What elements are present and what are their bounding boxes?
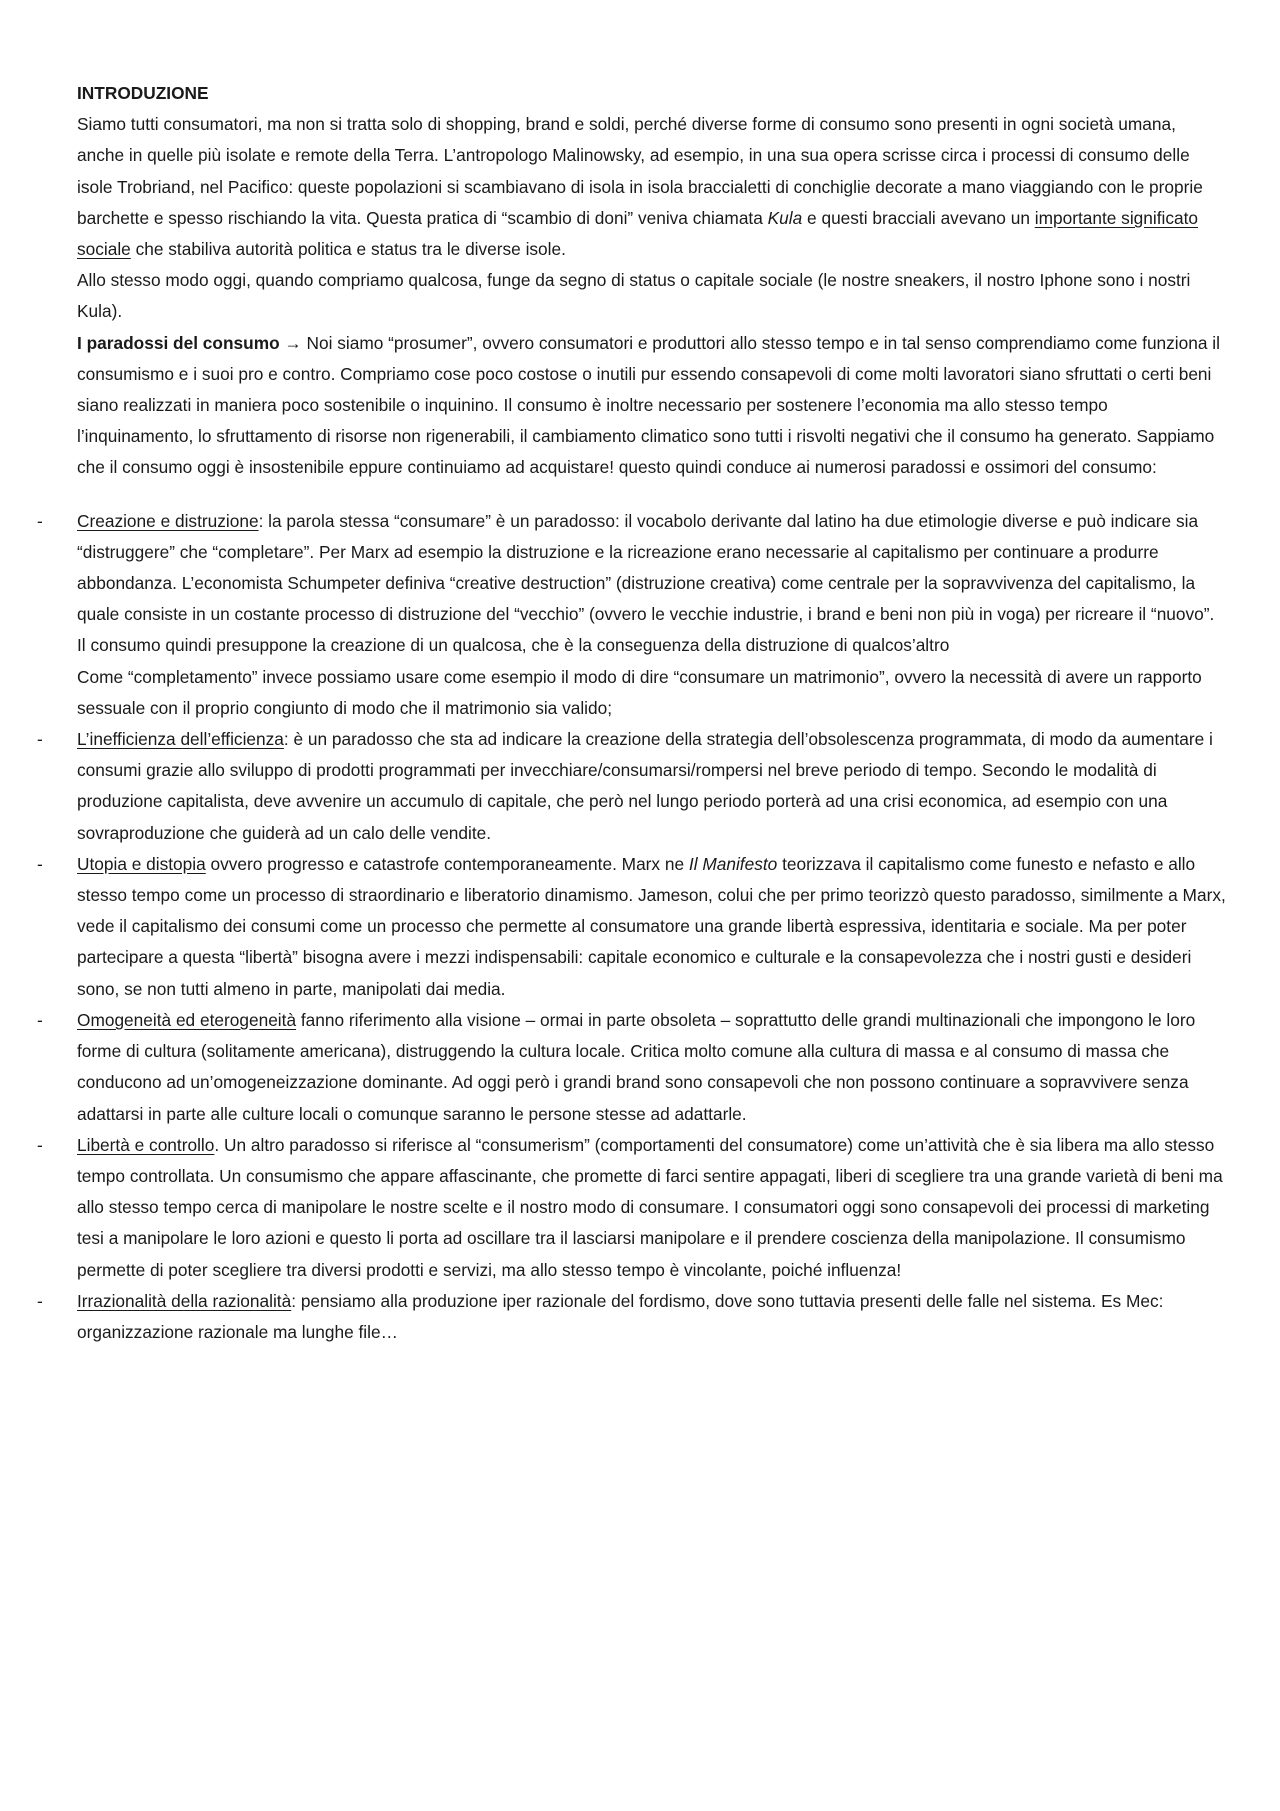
bullet-marker: - — [37, 1009, 43, 1030]
arrow-icon: → — [279, 332, 307, 353]
list-item-heading: Utopia e distopia — [77, 853, 206, 874]
section-title: INTRODUZIONE — [77, 83, 209, 103]
list-item: - Omogeneità ed eterogeneità fanno riferimento alla visione – ormai in parte obsoleta – soprattutto delle grandi multinazionali che impongono le loro forme di cultura (solitamente americana), distruggendo la cultura locale. Critica molto comune alla cultura di massa e al consumo di massa che conducono ad un’omogeneizzazione dominante. Ad oggi però i grandi brand sono consapevoli che non possono continuare a sopravvivere senza adattarsi in parte alle culture locali o comunque saranno le persone stesse ad adattarle. — [77, 1005, 1227, 1130]
document-body — [37, 78, 1227, 1348]
kula-term: Kula — [767, 207, 803, 228]
list-item-continuation: Come “completamento” invece possiamo usare come esempio il modo di dire “consumare un matrimonio”, ovvero la necessità di avere un rapporto sessuale con il proprio congiunto di modo che il matrimonio sia valido; — [77, 666, 1202, 718]
bullet-marker: - — [37, 729, 43, 750]
intro-paragraph-1: Siamo tutti consumatori, ma non si tratta solo di shopping, brand e soldi, perché diverse forme di consumo sono presenti in ogni società umana, anche in quelle più isolate e remote della Terra. L’antropologo Malinowsky, ad esempio, in una sua opera scrisse circa i processi di consumo delle isole Trobriand, nel Pacifico: queste popolazioni si scambiavano di isola in isola braccialetti di conchiglie decorate a mano viaggiando con le proprie barchette e spesso rischiando la vita. Questa pratica di “scambio di doni” veniva chiamata Kula e questi bracciali avevano un importante significato sociale che stabiliva autorità politica e status tra le diverse isole. — [77, 114, 1203, 260]
list-item: - Utopia e distopia ovvero progresso e catastrofe contemporaneamente. Marx ne Il Manifesto teorizzava il capitalismo come funesto e nefasto e allo stesso tempo come un processo di straordinario e liberatorio dinamismo. Jameson, colui che per primo teorizzò questo paradosso, similmente a Marx, vede il capitalismo dei consumi come un processo che permette al consumatore una grande libertà espressiva, identitaria e sociale. Ma per poter partecipare a questa “libertà” bisogna avere i mezzi indispensabili: capitale economico e culturale e la consapevolezza che i nostri gusti e desideri sono, se non tutti almeno in parte, manipolati dai media. — [77, 849, 1227, 1005]
bullet-marker: - — [37, 853, 43, 874]
intro-paragraph-2: Allo stesso modo oggi, quando compriamo qualcosa, funge da segno di status o capitale sociale (le nostre sneakers, il nostro Iphone sono i nostri Kula). — [77, 270, 1191, 322]
list-item-heading: Creazione e distruzione — [77, 510, 259, 531]
list-item: - Libertà e controllo. Un altro paradosso si riferisce al “consumerism” (comportamenti del consumatore) come un’attività che è sia libera ma allo stesso tempo controllata. Un consumismo che appare affascinante, che promette di farci sentire appagati, liberi di scegliere tra una grande varietà di beni ma allo stesso tempo cerca di manipolare le nostre scelte e il nostro modo di consumare. I consumatori oggi sono consapevoli dei processi di marketing tesi a manipolare le loro azioni e questo li porta ad oscillare tra il lasciarsi manipolare e il prendere coscienza della manipolazione. Il consumismo permette di poter scegliere tra diversi prodotti e servizi, ma allo stesso tempo è vincolante, poiché influenza! — [77, 1130, 1227, 1286]
list-item-heading: Irrazionalità della razionalità — [77, 1290, 292, 1311]
bullet-marker: - — [37, 1134, 43, 1155]
list-item: - Irrazionalità della razionalità: pensiamo alla produzione iper razionale del fordismo, dove sono tuttavia presenti delle falle nel sistema. Es Mec: organizzazione razionale ma lunghe file… — [77, 1286, 1227, 1348]
italic-title: Il Manifesto — [688, 853, 778, 874]
list-item: - L’inefficienza dell’efficienza: è un paradosso che sta ad indicare la creazione della strategia dell’obsolescenza programmata, di modo da aumentare i consumi grazie allo sviluppo di prodotti programmati per invecchiare/consumarsi/rompersi nel breve periodo di tempo. Secondo le modalità di produzione capitalista, deve avvenire un accumulo di capitale, che però nel lungo periodo porterà ad una crisi economica, ad esempio con una sovraproduzione che guiderà ad un calo delle vendite. — [77, 724, 1227, 849]
paradoxes-heading: I paradossi del consumo — [77, 332, 280, 353]
spacer — [77, 484, 1227, 506]
list-item: - Creazione e distruzione: la parola stessa “consumare” è un paradosso: il vocabolo derivante dal latino ha due etimologie diverse e può indicare sia “distruggere” che “completare”. Per Marx ad esempio la distruzione e la ricreazione erano necessarie al capitalismo per continuare a produrre abbondanza. L’economista Schumpeter definiva “creative destruction” (distruzione creativa) come centrale per la sopravvivenza del capitalismo, la quale consiste in un costante processo di distruzione del “vecchio” (ovvero le vecchie industrie, i brand e beni non più in voga) per ricreare il “nuovo”. Il consumo quindi presuppone la creazione di un qualcosa, che è la conseguenza della distruzione di qualcos’altro Come “completamento” invece possiamo usare come esempio il modo di dire “consumare un matrimonio”, ovvero la necessità di avere un rapporto sessuale con il proprio congiunto di modo che il matrimonio sia valido; — [77, 506, 1227, 724]
list-item-heading: L’inefficienza dell’efficienza — [77, 729, 284, 750]
bullet-marker: - — [37, 510, 43, 531]
underlined-phrase: importante significato sociale — [77, 207, 1199, 260]
bullet-marker: - — [37, 1290, 43, 1311]
paradox-list — [37, 506, 1227, 1348]
list-item-heading: Omogeneità ed eterogeneità — [77, 1009, 297, 1030]
intro-paragraph-3: I paradossi del consumo → Noi siamo “prosumer”, ovvero consumatori e produttori allo stesso tempo e in tal senso comprendiamo come funziona il consumismo e i suoi pro e contro. Compriamo cose poco costose o inutili pur essendo consapevoli di come molti lavoratori siano sfruttati o certi beni siano realizzati in maniera poco sostenibile o inquinino. Il consumo è inoltre necessario per sostenere l’economia ma allo stesso tempo l’inquinamento, lo sfruttamento di risorse non rigenerabili, il cambiamento climatico sono tutti i risvolti negativi che il consumo ha generato. Sappiamo che il consumo oggi è insostenibile eppure continuiamo ad acquistare! questo quindi conduce ai numerosi paradossi e ossimori del consumo: — [77, 332, 1220, 478]
list-item-heading: Libertà e controllo — [77, 1134, 215, 1155]
